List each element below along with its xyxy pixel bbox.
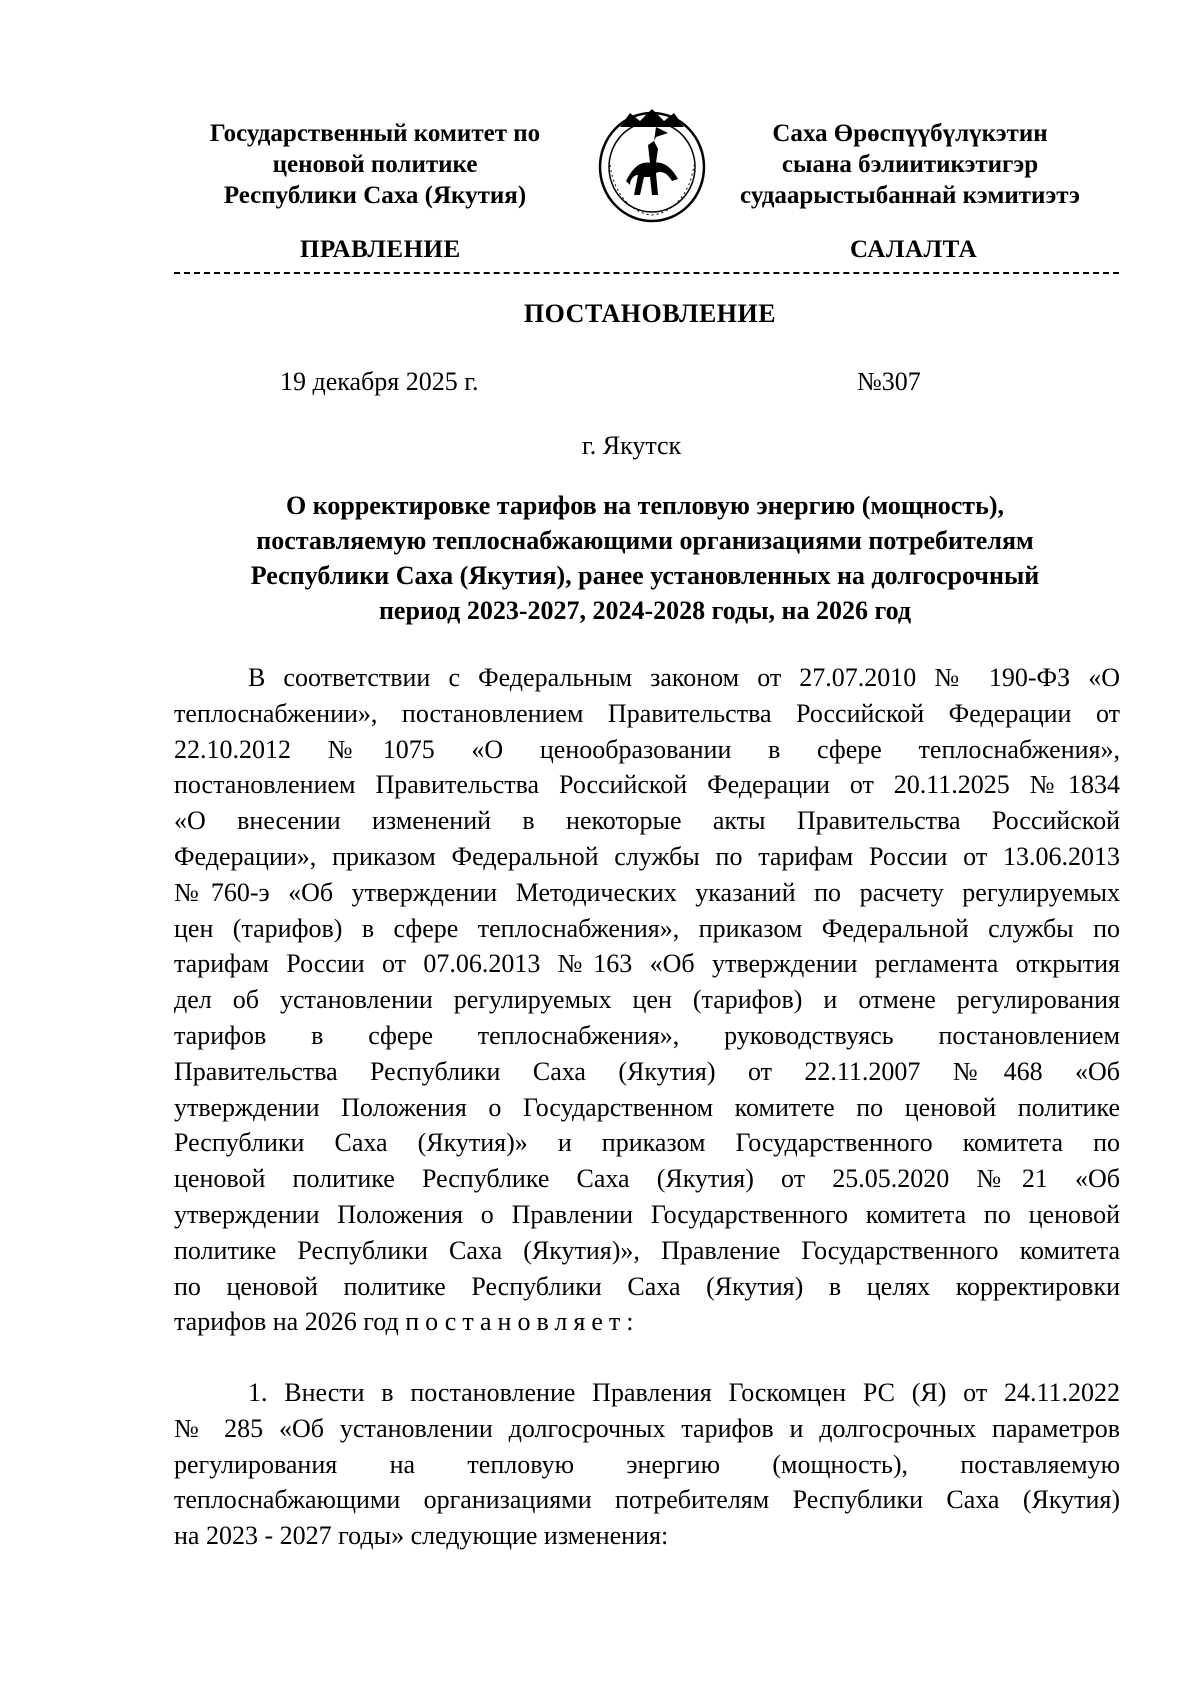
paragraph-line: тарифам России от 07.06.2013 №163 «Об утверждении регламента открытия bbox=[174, 949, 1120, 979]
paragraph-line: регулирования на тепловую энергию (мощность), поставляемую bbox=[174, 1449, 1120, 1479]
document-subject bbox=[170, 488, 1120, 628]
paragraph-line: теплоснабжающими организациями потребителям Республики Саха (Якутия) bbox=[174, 1485, 1120, 1515]
paragraph-line: политике Республики Саха (Якутия)», Правление Государственного комитета bbox=[174, 1235, 1120, 1265]
issuer-line: Государственный комитет по bbox=[209, 120, 541, 147]
issuer-line: Республики Саха (Якутия) bbox=[223, 182, 527, 209]
paragraph-line: дел об установлении регулируемых цен (тарифов) и отмене регулирования bbox=[174, 985, 1120, 1015]
paragraph-line: утверждении Положения о Правлении Государственного комитета по ценовой bbox=[174, 1199, 1120, 1229]
paragraph-line: утверждении Положения о Государственном комитете по ценовой политике bbox=[174, 1092, 1120, 1122]
dashed-divider bbox=[174, 272, 1119, 274]
paragraph-line: 1. Внести в постановление Правления Госкомцен РС (Я) от 24.11.2022 bbox=[248, 1378, 1120, 1407]
paragraph-line: № 285 «Об установлении долгосрочных тарифов и долгосрочных параметров bbox=[174, 1413, 1120, 1443]
paragraph-line: по ценовой политике Республики Саха (Якутия) в целях корректировки bbox=[174, 1271, 1120, 1301]
resolution-colon: : bbox=[626, 1307, 634, 1337]
subject-line: период 2023-2027, 2024-2028 годы, на 2026 год bbox=[378, 596, 912, 625]
item-1-paragraph bbox=[174, 1375, 1120, 1554]
resolution-lead: тарифов на 2026 год bbox=[174, 1307, 406, 1337]
issuer-name-sakha bbox=[720, 118, 1100, 211]
subject-line: поставляемую теплоснабжающими организациями потребителям bbox=[256, 526, 1034, 555]
paragraph-line: теплоснабжении», постановлением Правительства Российской Федерации от bbox=[174, 698, 1120, 728]
subject-line: Республики Саха (Якутия), ранее установленных на долгосрочный bbox=[250, 561, 1040, 590]
paragraph-line: Правительства Республики Саха (Якутия) от 22.11.2007 №468 «Об bbox=[174, 1056, 1120, 1086]
document-city: г. Якутск bbox=[582, 431, 682, 460]
paragraph-line: ценовой политике Республике Саха (Якутия) от 25.05.2020 №21 «Об bbox=[174, 1164, 1120, 1194]
preamble-paragraph bbox=[174, 660, 1120, 1340]
issuer-name-russian bbox=[185, 118, 565, 211]
paragraph-line: №760-э «Об утверждении Методических указаний по расчету регулируемых bbox=[174, 877, 1120, 907]
issuer-line: судаарыстыбаннай кэмитиэтэ bbox=[740, 182, 1080, 209]
document-number: №307 bbox=[857, 367, 921, 396]
issuer-line: ценовой политике bbox=[272, 151, 478, 178]
paragraph-line: на 2023 - 2027 годы» следующие изменения: bbox=[174, 1521, 669, 1551]
paragraph-line: Федерации», приказом Федеральной службы по тарифам России от 13.06.2013 bbox=[174, 841, 1120, 871]
issuer-line: Саха Өрөспүүбүлүкэтин bbox=[772, 120, 1048, 147]
paragraph-line: тарифов в сфере теплоснабжения», руководствуясь постановлением bbox=[174, 1020, 1120, 1050]
paragraph-line: цен (тарифов) в сфере теплоснабжения», приказом Федеральной службы по bbox=[174, 913, 1120, 943]
board-title-russian: ПРАВЛЕНИЕ bbox=[300, 236, 461, 263]
paragraph-line bbox=[174, 1304, 1120, 1340]
issuer-line: сыана бэлиитикэтигэр bbox=[781, 151, 1039, 178]
paragraph-line: Республики Саха (Якутия)» и приказом Государственного комитета по bbox=[174, 1128, 1120, 1158]
paragraph-line: 22.10.2012 №1075 «О ценообразовании в сфере теплоснабжения», bbox=[174, 734, 1120, 764]
paragraph-line: «О внесении изменений в некоторые акты Правительства Российской bbox=[174, 806, 1120, 836]
board-title-sakha: САЛАЛТА bbox=[850, 236, 978, 263]
document-type: ПОСТАНОВЛЕНИЕ bbox=[523, 299, 777, 328]
resolution-verb: постановляет bbox=[405, 1307, 627, 1337]
document-date: 19 декабря 2025 г. bbox=[280, 367, 479, 396]
subject-line: О корректировке тарифов на тепловую энергию (мощность), bbox=[286, 491, 1004, 520]
coat-of-arms-emblem bbox=[596, 105, 708, 225]
paragraph-line: В соответствии с Федеральным законом от 27.07.2010 № 190-ФЗ «О bbox=[248, 663, 1120, 692]
paragraph-line: постановлением Правительства Российской Федерации от 20.11.2025 №1834 bbox=[174, 770, 1120, 800]
